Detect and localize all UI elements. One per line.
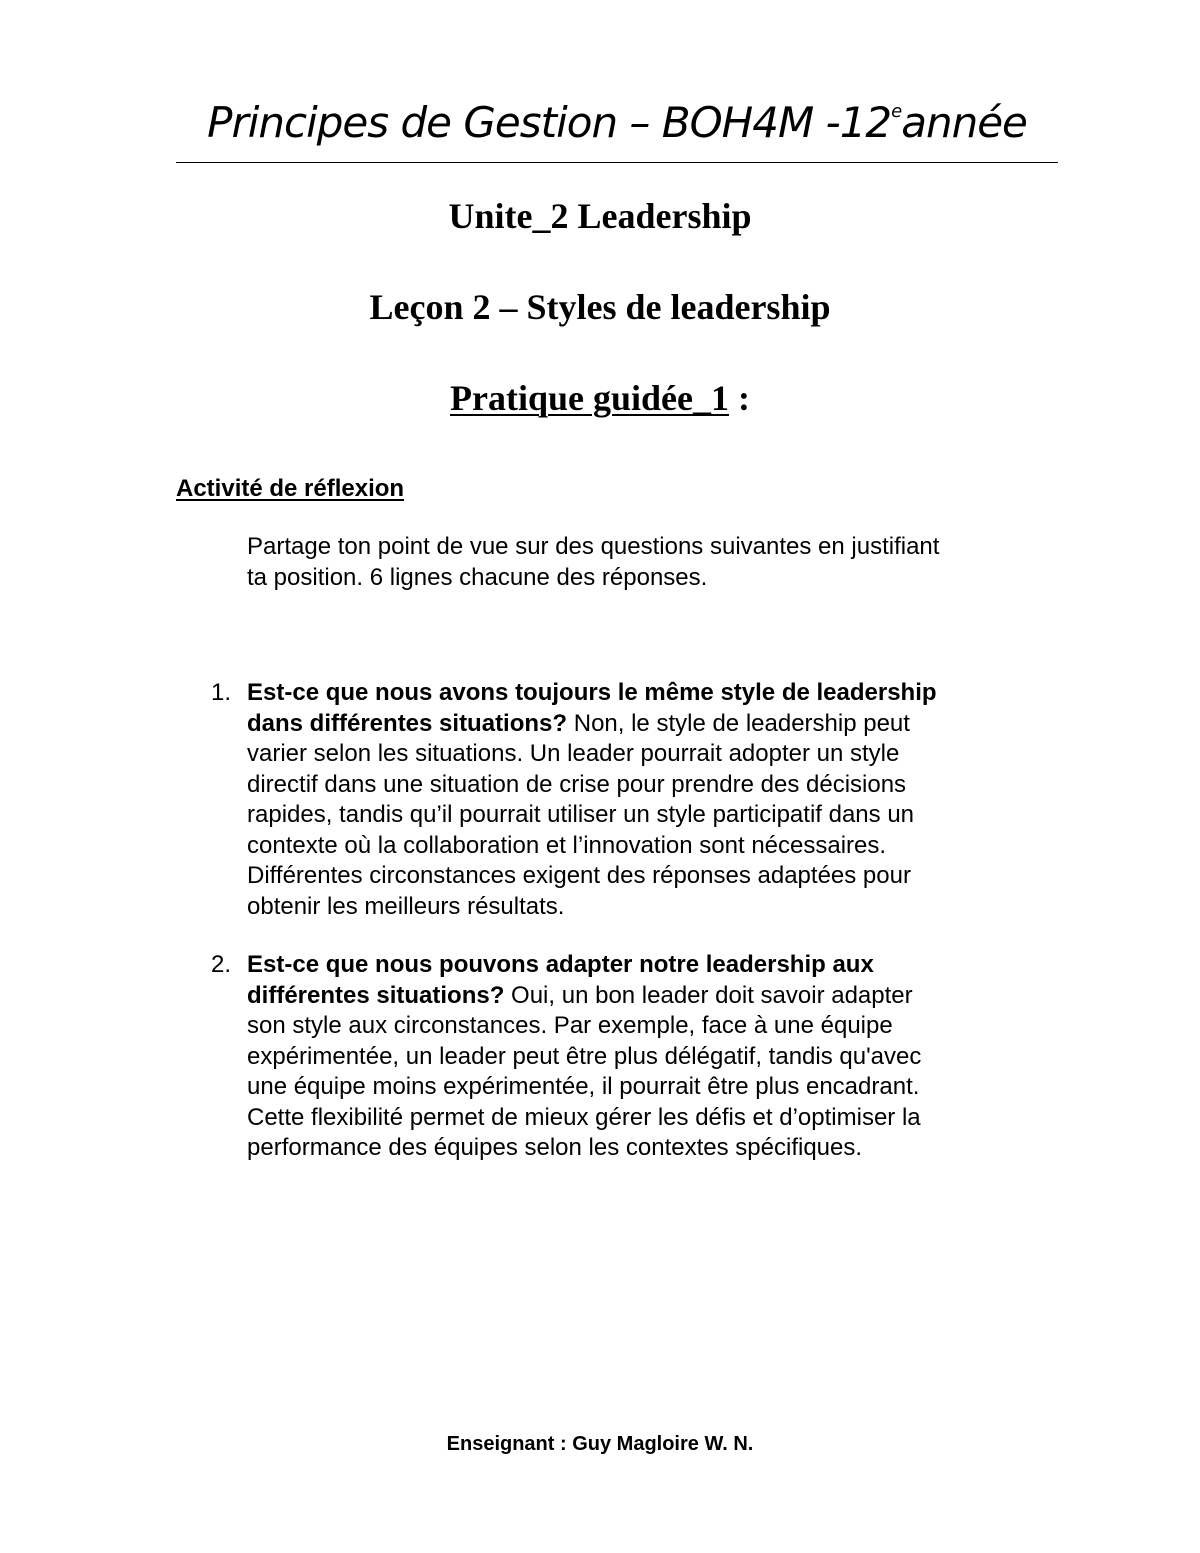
course-header-title-superscript: e: [891, 101, 902, 122]
question-number: 1.: [211, 679, 232, 706]
practice-title: [0, 376, 1200, 420]
answer-line: Cette flexibilité permet de mieux gérer les défis et d’optimiser la: [247, 1103, 921, 1131]
answer-text: Non, le style de leadership peut: [567, 709, 910, 737]
practice-title-suffix: :: [728, 378, 750, 418]
question-line: [247, 678, 1047, 709]
course-header-title-end: année: [901, 98, 1027, 147]
answer-line: performance des équipes selon les contextes spécifiques.: [247, 1134, 863, 1161]
question-bold-text: dans différentes situations?: [247, 709, 568, 737]
header-divider: [176, 162, 1058, 163]
practice-title-text: Pratique guidée_1: [450, 378, 729, 418]
answer-line: son style aux circonstances. Par exemple, face à une équipe: [247, 1012, 893, 1039]
answer-line: Différentes circonstances exigent des réponses adaptées pour: [247, 862, 911, 889]
instruction-line: ta position. 6 lignes chacune des réponses.: [247, 563, 708, 591]
question-bold-text: différentes situations?: [247, 981, 505, 1009]
answer-line: expérimentée, un leader peut être plus délégatif, tandis qu'avec: [247, 1042, 922, 1070]
instruction-line: Partage ton point de vue sur des questions suivantes en justifiant: [247, 533, 940, 560]
teacher-footer: Enseignant : Guy Magloire W. N.: [446, 1433, 754, 1455]
answer-line: obtenir les meilleurs résultats.: [247, 892, 565, 920]
answer-line: une équipe moins expérimentée, il pourrait être plus encadrant.: [247, 1073, 920, 1100]
activity-heading: Activité de réflexion: [176, 475, 405, 502]
question-item-1: [211, 678, 1047, 922]
activity-instructions: [247, 532, 1047, 593]
question-bold-text: Est-ce que nous avons toujours le même style de leadership: [247, 679, 937, 706]
answer-line: contexte où la collaboration et l’innovation sont nécessaires.: [247, 831, 887, 859]
question-line: [247, 709, 1047, 740]
answer-line: directif dans une situation de crise pour prendre des décisions: [247, 770, 907, 798]
course-header-title-main: Principes de Gestion – BOH4M -12: [207, 98, 892, 147]
question-number: 2.: [211, 951, 232, 978]
answer-text: Oui, un bon leader doit savoir adapter: [504, 981, 913, 1009]
question-line: [247, 950, 1047, 981]
question-bold-text: Est-ce que nous pouvons adapter notre leadership aux: [247, 951, 874, 978]
lesson-title: Leçon 2 – Styles de leadership: [369, 287, 831, 327]
question-line: [247, 981, 1047, 1012]
course-header-title: [176, 84, 1058, 151]
answer-line: varier selon les situations. Un leader pourrait adopter un style: [247, 740, 900, 767]
answer-line: rapides, tandis qu’il pourrait utiliser un style participatif dans un: [247, 801, 915, 828]
question-item-2: [211, 950, 1047, 1164]
unit-title: Unite_2 Leadership: [448, 196, 752, 236]
